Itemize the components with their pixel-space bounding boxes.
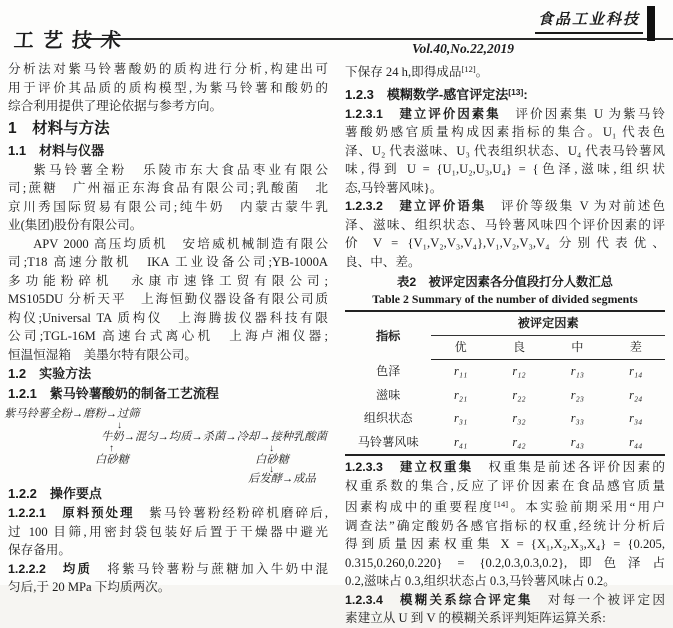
- text-line: APV 2000 高压均质机 安培威机械制造有限公: [33, 236, 328, 251]
- text-line: 京川秀国际贸易有限公司;纯牛奶 内蒙古蒙牛乳: [8, 199, 328, 214]
- process-flowchart: [4, 407, 328, 483]
- citation-ref: [13]: [508, 86, 524, 97]
- arrow-up-icon: ↑: [109, 443, 114, 454]
- table-row: [345, 360, 665, 384]
- table-cell: r₁₃: [570, 364, 584, 379]
- text-line: 公司;TGL-16M 高速台式离心机 上海卢湘仪器;: [8, 329, 328, 343]
- text-line: [345, 591, 665, 610]
- text-run: 评价因素集 U 为紫马铃: [500, 106, 665, 121]
- text-line: 价 V = {V₁,V₂,V₃,V₄},V₁,V₂,V₃,V₄ 分别代表优、: [345, 236, 665, 250]
- text-line: 过 100 目筛,用密封袋包装好后置于干燥器中避光: [8, 524, 328, 539]
- text-line: [345, 495, 665, 517]
- table-caption-en: Table 2 Summary of the number of divided segments: [372, 292, 638, 306]
- table-caption-zh: 表2 被评定因素各分值段打分人数汇总: [397, 275, 613, 289]
- table-cell: r₄₃: [570, 435, 584, 450]
- run-in-heading: 1.2.3.2 建立评价语集: [345, 199, 487, 213]
- text-line: MS105DU 分析天平 上海恒勤仪器设备有限公司质: [8, 292, 328, 306]
- arrow-down-icon: ↓: [117, 420, 122, 431]
- text-line: 匀后,于 20 MPa 下均质两次。: [8, 580, 171, 594]
- text-line: 素建立从 U 到 V 的模糊关系评判矩阵运算关系:: [345, 611, 606, 626]
- text-line: 保存备用。: [8, 543, 71, 557]
- column-header-poor: 差: [607, 335, 665, 360]
- row-label: 组织状态: [363, 411, 413, 426]
- table-cell: r₃₃: [570, 411, 584, 426]
- row-label: 马铃薯风味: [357, 435, 419, 450]
- journal-logo: 食品工业科技: [535, 8, 643, 34]
- table-header-row: [345, 311, 665, 335]
- column-group-header: 被评定因素: [431, 311, 665, 335]
- run-in-heading: 1.2.3.3 建立权重集: [345, 460, 474, 475]
- text-run: 权重集是前述各评价因素的: [473, 460, 665, 475]
- text-line: 泽、滋味、组织状态、马铃薯风味四个评价因素的评: [345, 217, 665, 232]
- text-line: 泽、U₂ 代表滋味、U₃ 代表组织状态、U₄ 代表马铃薯风: [345, 143, 665, 158]
- column-header-excellent: 优: [431, 335, 489, 360]
- table-cell: r₃₁: [453, 411, 468, 426]
- text-run: 。: [475, 65, 489, 79]
- text-run: 将紫马铃薯粉与蔗糖加入牛奶中混: [92, 561, 328, 576]
- table-cell: r₄₂: [512, 435, 526, 450]
- heading-text: 1.2.3 模糊数学-感官评定法: [345, 86, 509, 102]
- text-line: 用于评价其品质的质构模型,为紫马铃薯和酸奶的: [8, 80, 328, 95]
- text-line: 多功能粉碎机 永康市速锋工贸有限公司;: [8, 273, 328, 288]
- text-run: 评价等级集 V 为对前述色: [486, 199, 665, 213]
- text-line: [345, 60, 665, 82]
- text-line: [8, 504, 328, 523]
- text-line: 综合利用提供了理论依据与参考方向。: [8, 99, 223, 113]
- right-column: [345, 60, 665, 628]
- left-column: [4, 60, 328, 628]
- flow-input-sugar-left: 白砂糖: [95, 454, 129, 466]
- text-line: 业(集团)股份有限公司。: [8, 218, 143, 232]
- page-header: [0, 0, 673, 56]
- heading-fuzzy-sensory: [345, 82, 665, 105]
- text-line: 0.2,滋味占 0.3,组织状态占 0.3,马铃薯风味占 0.2。: [345, 574, 616, 589]
- text-line: [345, 458, 665, 477]
- text-line: 态,马铃薯风味}。: [345, 180, 443, 195]
- column-header-medium: 中: [548, 335, 606, 360]
- table-row: [345, 407, 665, 431]
- volume-info: Vol.40,No.22,2019: [412, 41, 515, 56]
- text-line: 得到质量因素权重集 X = {X₁,X₂,X₃,X₄} = {0.205,: [345, 537, 665, 552]
- text-line: 紫马铃薯全粉 乐陵市东大食品枣业有限公: [33, 162, 328, 177]
- table-cell: r₄₁: [453, 435, 468, 450]
- table-row: [345, 431, 665, 456]
- row-label: 色泽: [376, 364, 401, 379]
- text-line: 薯酸奶感官质量构成因素指标的集合。U₁ 代表色: [345, 125, 665, 139]
- logo-bar: [647, 6, 655, 41]
- section-logo: 工艺技术: [13, 30, 131, 52]
- two-column-body: [0, 56, 673, 628]
- heading-materials-instruments: 1.1 材料与仪器: [8, 142, 105, 158]
- table-row: [345, 383, 665, 407]
- heading-process-flow: 1.2.1 紫马铃薯酸奶的制备工艺流程: [8, 386, 219, 401]
- text-line: 恒温恒湿箱 美墨尔特有限公司。: [8, 347, 197, 362]
- run-in-heading: 1.2.2.1 原料预处理: [8, 506, 135, 520]
- table-cell: r₂₁: [453, 387, 468, 402]
- text-run: 紫马铃薯粉经粉碎机磨碎后,: [134, 506, 328, 520]
- citation-ref: [12]: [461, 64, 476, 74]
- table-cell: r₃₂: [512, 411, 526, 426]
- heading-operation-points: 1.2.2 操作要点: [8, 486, 102, 501]
- table-cell: r₄₄: [629, 435, 643, 450]
- table-cell: r₁₂: [512, 364, 526, 379]
- table-cell: r₁₁: [453, 364, 468, 379]
- text-line: 构仪;Universal TA 质构仪 上海腾拔仪器科技有限: [8, 310, 328, 325]
- text-line: 分析法对紫马铃薯酸奶的质构进行分析,构建出可: [8, 62, 328, 76]
- arrow-down-icon: ↓: [269, 443, 274, 454]
- citation-ref: [14]: [493, 499, 509, 510]
- table-cell: r₂₄: [629, 387, 643, 402]
- evaluation-table: [345, 310, 665, 456]
- column-header-metric: 指标: [376, 328, 401, 343]
- text-line: 良、中、差。: [345, 254, 421, 269]
- flow-step-powder: 紫马铃薯全粉→磨粉→过筛: [4, 408, 140, 420]
- text-line: 权重系数的集合,反应了评价因素在食品感官质量: [345, 478, 665, 493]
- text-line: [345, 197, 665, 216]
- text-line: 调查法”确定酸奶各感官指标的权重,经统计分析后: [345, 518, 665, 533]
- table-cell: r₃₄: [629, 411, 643, 426]
- text-run: 对每一个被评定因: [532, 592, 665, 607]
- text-run: 。本实验前期采用“用户: [508, 500, 665, 515]
- table-cell: r₁₄: [629, 364, 643, 379]
- run-in-heading: 1.2.2.2 均质: [8, 561, 93, 576]
- column-header-good: 良: [490, 335, 548, 360]
- table-cell: r₂₃: [570, 387, 584, 402]
- text-line: 0.315,0.260,0.220} = {0.2,0.3,0.3,0.2},即色泽占: [345, 555, 665, 570]
- text-line: [345, 105, 665, 124]
- text-run: 下保存 24 h,即得成品: [345, 65, 462, 79]
- header-rule: [86, 38, 673, 40]
- text-line: 味,得到 U = {U₁,U₂,U₃,U₄} = {色泽,滋味,组织状: [345, 162, 665, 176]
- text-run: 因素构成中的重要程度: [345, 500, 494, 515]
- text-line: [8, 560, 328, 579]
- heading-experimental-methods: 1.2 实验方法: [8, 366, 92, 381]
- table-cell: r₂₂: [512, 387, 526, 402]
- flow-step-product: 后发酵→成品: [248, 473, 316, 485]
- flow-input-sugar-right: 白砂糖: [255, 454, 289, 466]
- arrow-down-icon: ↓: [269, 464, 274, 475]
- text-line: 司;蔗糖 广州福正东海食品有限公司;乳酸菌 北: [8, 181, 328, 195]
- heading-text: :: [523, 86, 528, 102]
- run-in-heading: 1.2.3.4 模糊关系综合评定集: [345, 592, 533, 607]
- flow-step-milk: 牛奶→混匀→均质→杀菌→冷却→接种乳酸菌: [101, 431, 327, 443]
- row-label: 滋味: [376, 387, 401, 402]
- text-line: 司;T18 高速分散机 IKA 工业设备公司;YB-1000A: [8, 255, 328, 269]
- run-in-heading: 1.2.3.1 建立评价因素集: [345, 106, 501, 121]
- heading-materials-methods: 1 材料与方法: [8, 119, 110, 137]
